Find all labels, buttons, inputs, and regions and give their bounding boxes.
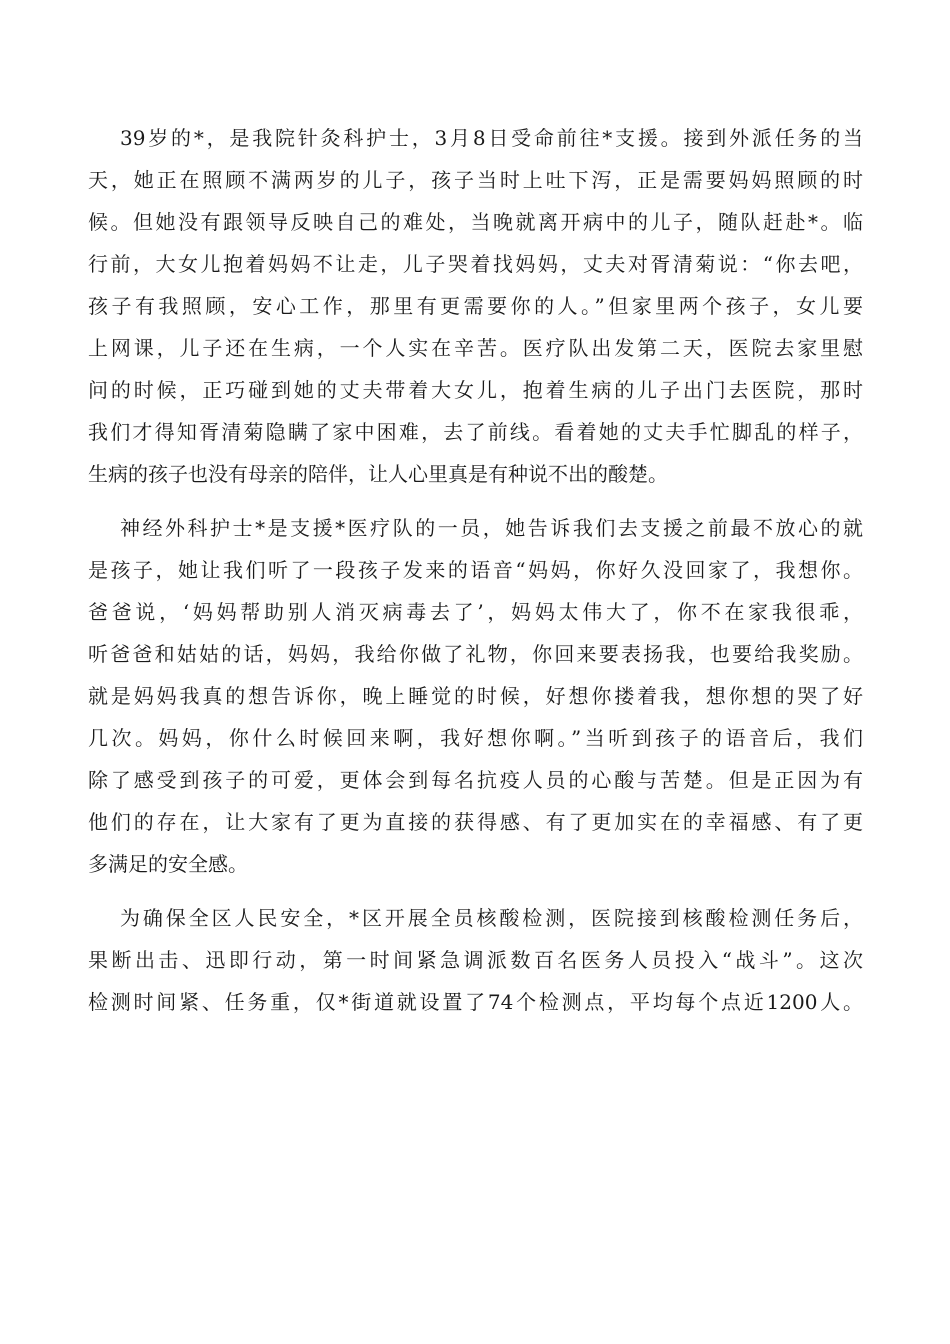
paragraph-spacing xyxy=(88,885,863,897)
text-line: 39岁的*，是我院针灸科护士，3月8日受命前往*支援。接到外派任务的当 xyxy=(120,126,863,150)
text-line: 候。但她没有跟领导反映自己的难处，当晚就离开病中的儿子，随队赶赴*。临 xyxy=(88,210,863,234)
text-line: 是孩子，她让我们听了一段孩子发来的语音“妈妈，你好久没回家了，我想你。 xyxy=(88,558,863,582)
text-line: 生病的孩子也没有母亲的陪伴，让人心里真是有种说不出的酸楚。 xyxy=(88,462,668,486)
paragraph-spacing xyxy=(88,495,863,507)
text-line: 神经外科护士*是支援*医疗队的一员，她告诉我们去支援之前最不放心的就 xyxy=(120,516,863,540)
text-line: 问的时候，正巧碰到她的丈夫带着大女儿，抱着生病的儿子出门去医院，那时 xyxy=(88,378,863,402)
text-line: 就是妈妈我真的想告诉你，晚上睡觉的时候，好想你搂着我，想你想的哭了好 xyxy=(88,684,863,708)
text-line: 多满足的安全感。 xyxy=(88,852,248,876)
text-line: 检测时间紧、任务重，仅*街道就设置了74个检测点，平均每个点近1200人。 xyxy=(88,990,863,1014)
text-line: 天，她正在照顾不满两岁的儿子，孩子当时上吐下泻，正是需要妈妈照顾的时 xyxy=(88,168,863,192)
text-line: 爸爸说，‘妈妈帮助别人消灭病毒去了’，妈妈太伟大了，你不在家我很乖， xyxy=(88,600,863,624)
text-line: 几次。妈妈，你什么时候回来啊，我好想你啊。”当听到孩子的语音后，我们 xyxy=(88,726,863,750)
text-line: 听爸爸和姑姑的话，妈妈，我给你做了礼物，你回来要表扬我，也要给我奖励。 xyxy=(88,642,863,666)
document-body xyxy=(88,117,863,1023)
paragraph xyxy=(88,507,863,885)
text-line: 孩子有我照顾，安心工作，那里有更需要你的人。”但家里两个孩子，女儿要 xyxy=(88,294,863,318)
text-line: 行前，大女儿抱着妈妈不让走，儿子哭着找妈妈，丈夫对胥清菊说：“你去吧， xyxy=(88,252,863,276)
text-line: 为确保全区人民安全，*区开展全员核酸检测，医院接到核酸检测任务后， xyxy=(120,906,863,930)
text-line: 他们的存在，让大家有了更为直接的获得感、有了更加实在的幸福感、有了更 xyxy=(88,810,863,834)
paragraph xyxy=(88,897,863,1023)
text-line: 我们才得知胥清菊隐瞒了家中困难，去了前线。看着她的丈夫手忙脚乱的样子， xyxy=(88,420,863,444)
paragraph xyxy=(88,117,863,495)
text-line: 果断出击、迅即行动，第一时间紧急调派数百名医务人员投入“战斗”。这次 xyxy=(88,948,863,972)
text-line: 上网课，儿子还在生病，一个人实在辛苦。医疗队出发第二天，医院去家里慰 xyxy=(88,336,863,360)
text-line: 除了感受到孩子的可爱，更体会到每名抗疫人员的心酸与苦楚。但是正因为有 xyxy=(88,768,863,792)
